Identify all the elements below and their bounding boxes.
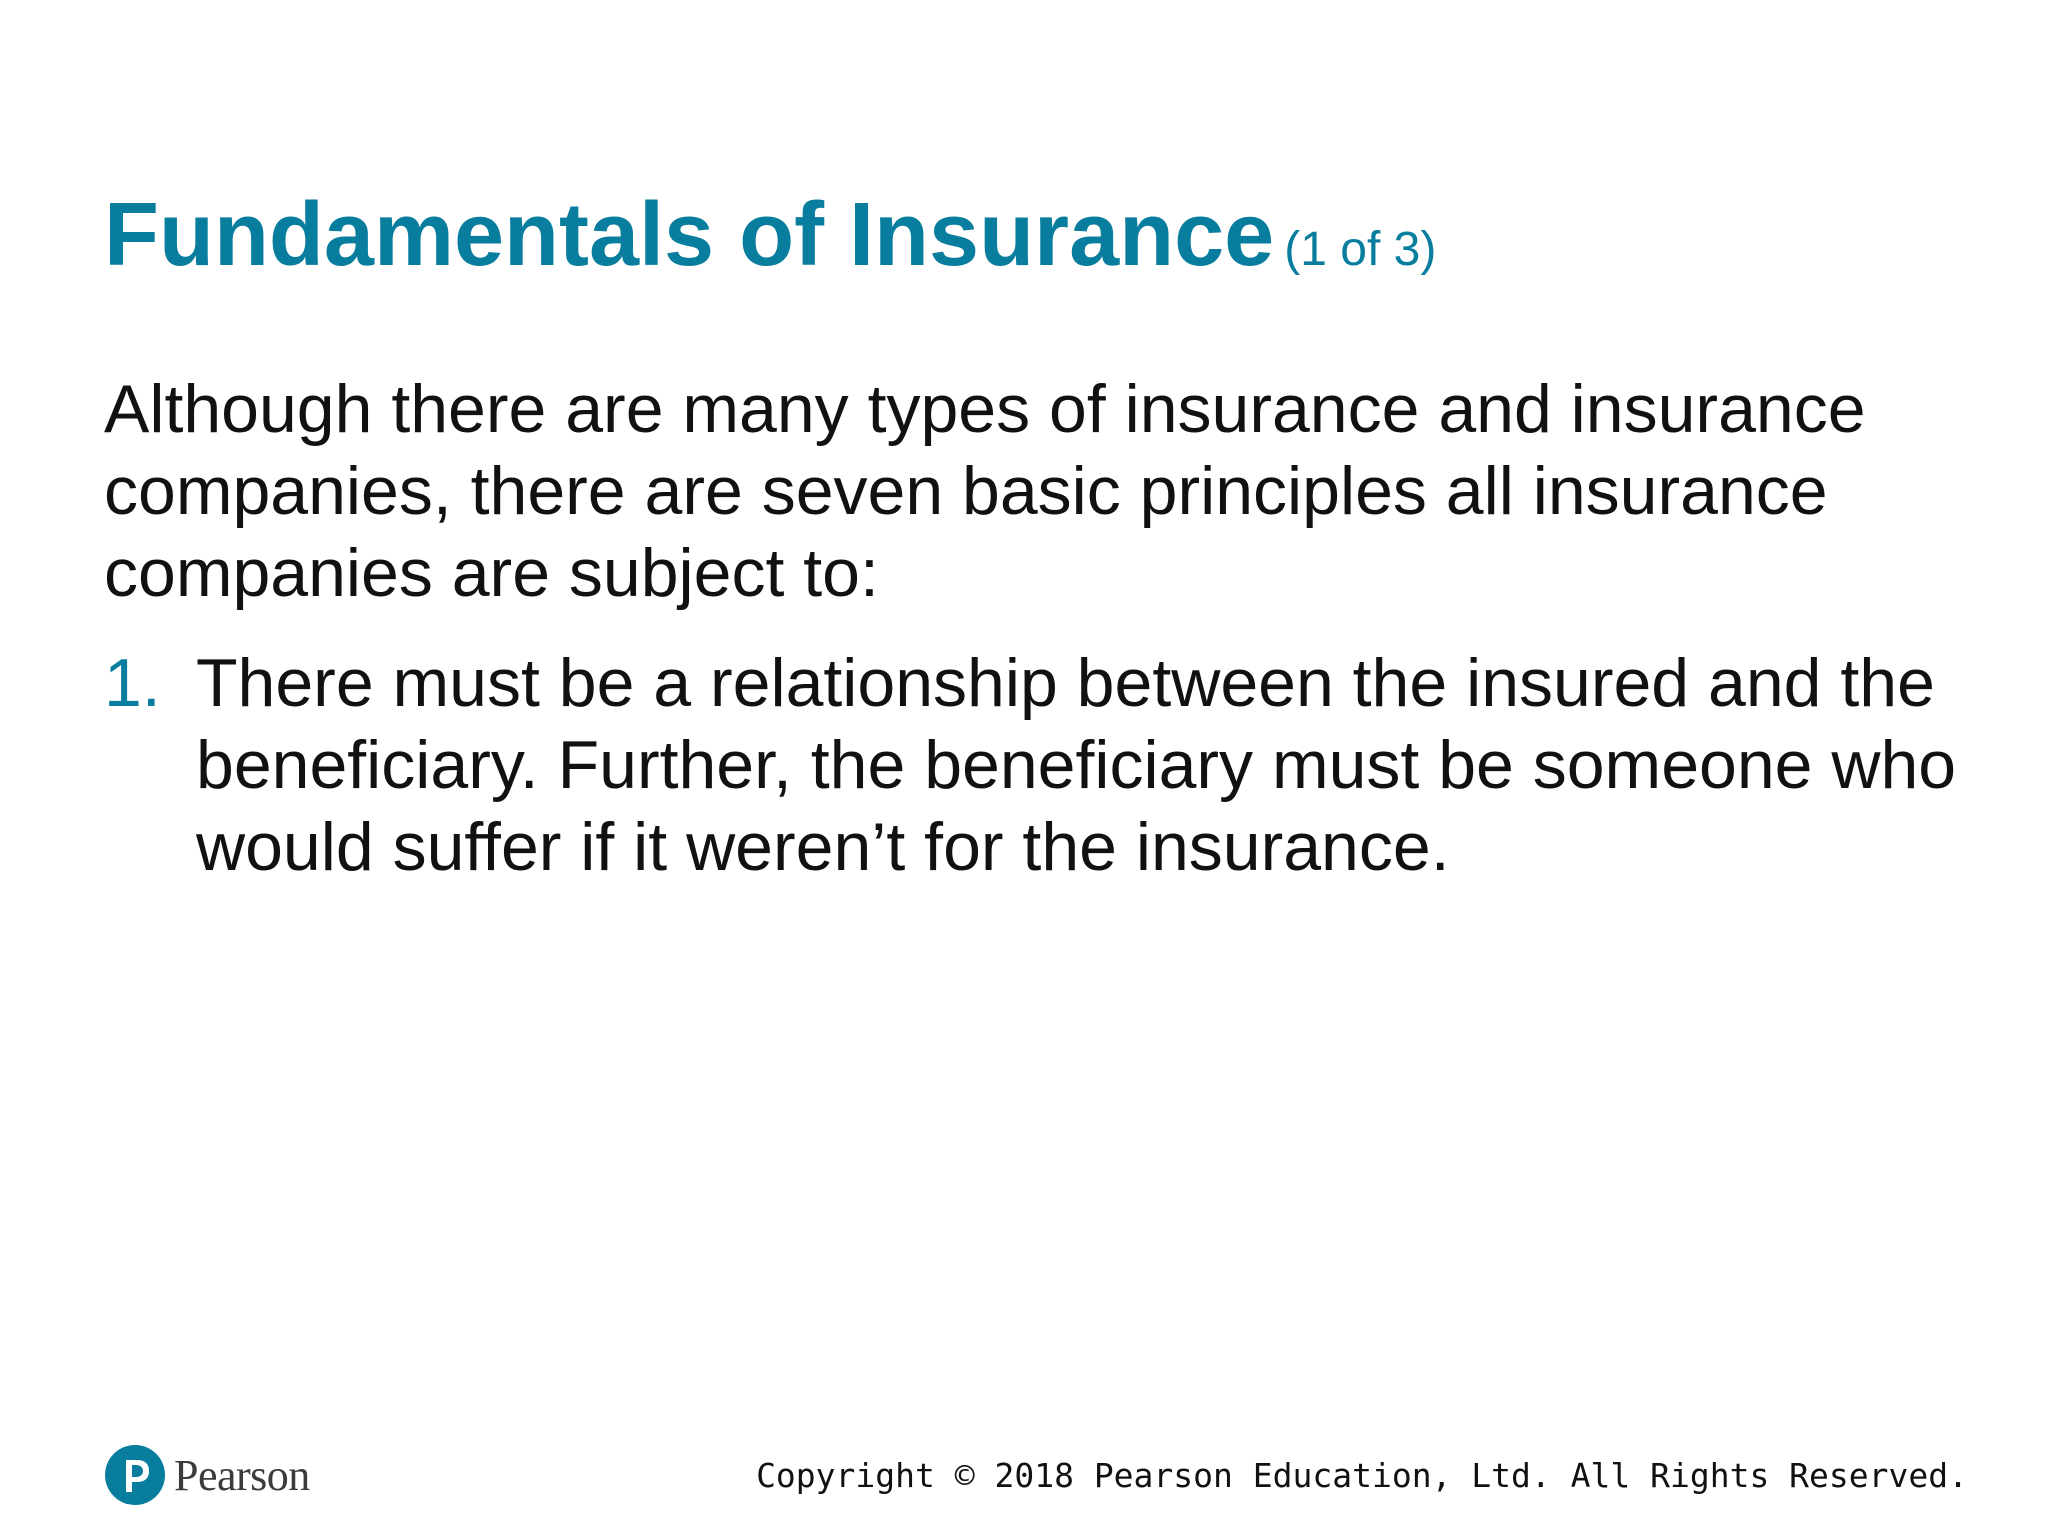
slide-counter: (1 of 3) bbox=[1284, 223, 1437, 276]
slide-title bbox=[104, 185, 1437, 285]
pearson-wordmark: Pearson bbox=[174, 1450, 310, 1500]
list-item-number: 1. bbox=[104, 645, 161, 721]
list-item-text: There must be a relationship between the insured and the beneficiary. Further, the beneficiary must be someone who would suffer if it weren’t for the insurance. bbox=[196, 645, 1957, 885]
pearson-logo-icon bbox=[104, 1444, 166, 1506]
principles-list bbox=[104, 642, 1984, 888]
copyright-notice: Copyright © 2018 Pearson Education, Ltd. All Rights Reserved. bbox=[756, 1456, 1968, 1495]
pearson-logo bbox=[104, 1442, 310, 1508]
list-item bbox=[104, 642, 1984, 888]
intro-paragraph: Although there are many types of insurance and insurance companies, there are seven basic principles all insurance companies are subject to: bbox=[104, 371, 1866, 611]
slide-title-text: Fundamentals of Insurance bbox=[104, 185, 1275, 285]
